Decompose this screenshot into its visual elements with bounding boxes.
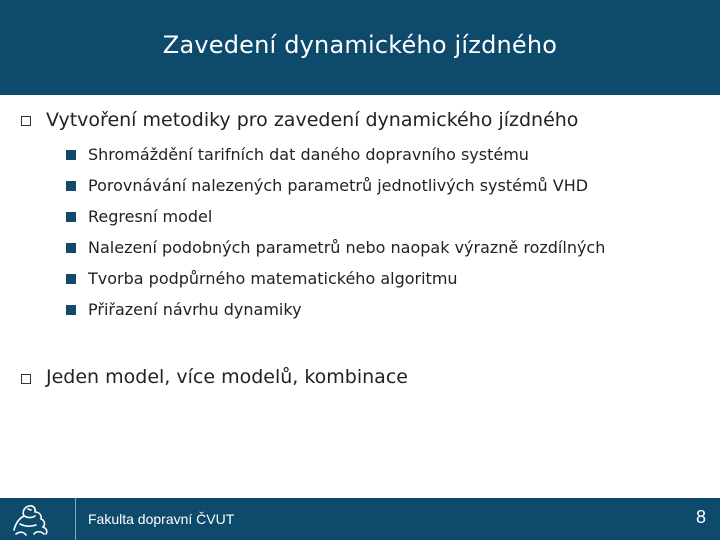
hollow-square-bullet-icon: [21, 374, 31, 384]
page-number: 8: [695, 507, 706, 527]
footer-institution: Fakulta dopravní ČVUT: [88, 511, 235, 527]
hollow-square-bullet-icon: [21, 116, 31, 126]
sub-bullet-text: Shromáždění tarifních dat daného dopravního systému: [88, 145, 529, 164]
bullet-text: Vytvoření metodiky pro zavedení dynamického jízdného: [46, 109, 579, 131]
sub-bullet-text: Přiřazení návrhu dynamiky: [88, 300, 302, 319]
filled-square-bullet-icon: [66, 305, 76, 315]
sub-bullet-text: Regresní model: [88, 207, 213, 226]
cvut-lion-logo-icon: [8, 500, 52, 538]
filled-square-bullet-icon: [66, 274, 76, 284]
footer-divider: [75, 498, 76, 540]
sub-bullet-text: Nalezení podobných parametrů nebo naopak výrazně rozdílných: [88, 238, 606, 257]
slide-header: [0, 0, 720, 95]
sub-bullet-text: Tvorba podpůrného matematického algoritmu: [88, 269, 458, 288]
filled-square-bullet-icon: [66, 243, 76, 253]
filled-square-bullet-icon: [66, 212, 76, 222]
sub-bullet-text: Porovnávání nalezených parametrů jednotlivých systémů VHD: [88, 176, 589, 195]
bullet-text: Jeden model, více modelů, kombinace: [46, 366, 408, 388]
filled-square-bullet-icon: [66, 181, 76, 191]
slide-title: Zavedení dynamického jízdného: [162, 30, 558, 59]
filled-square-bullet-icon: [66, 150, 76, 160]
